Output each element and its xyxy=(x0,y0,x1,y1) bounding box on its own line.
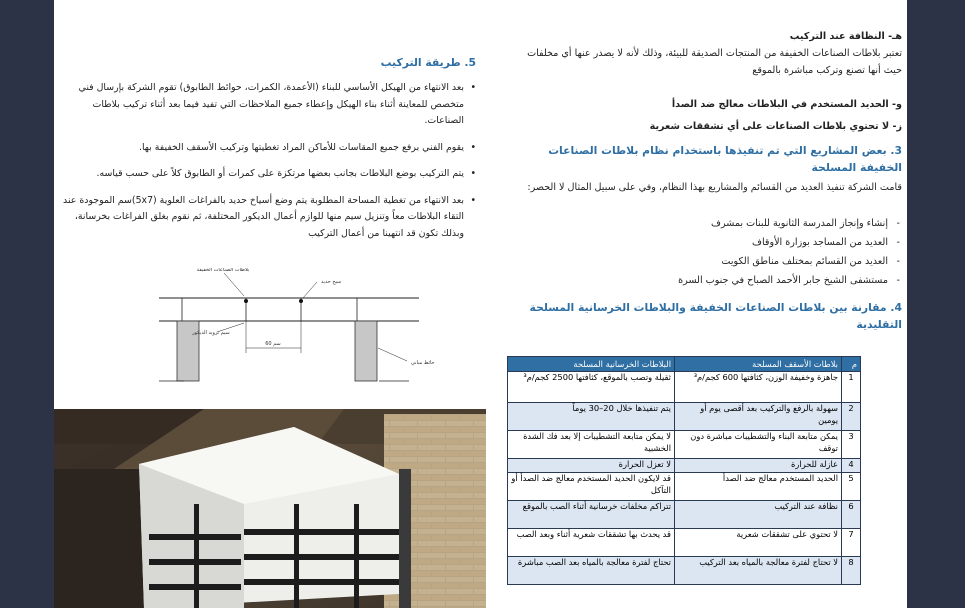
table-row xyxy=(508,459,861,473)
table-row xyxy=(508,557,861,585)
light-slab-cell: جاهزة وخفيفة الوزن، كثافتها 600 كجم/م³ xyxy=(675,372,842,403)
installation-step: • يقوم الفني برفع جميع المقاسات للأماكن المراد تغطيتها وتركيب الأسقف الخفيفة بها. xyxy=(58,140,476,157)
row-number: 1 xyxy=(842,372,861,403)
cleanliness-heading: هـ- النظافة عند التركيب xyxy=(789,31,902,42)
light-slab-cell: لا تحتاج لفترة معالجة بالمياه بعد التركيب xyxy=(675,557,842,585)
table-row xyxy=(508,431,861,459)
label-wire: سيم تزويد الديكور xyxy=(192,330,230,336)
table-header-row xyxy=(508,357,861,372)
project-item: - مستشفى الشيخ جابر الأحمد الصباح في جنوب السرة xyxy=(506,271,902,290)
concrete-slab-cell: يتم تنفيذها خلال 20–30 يوماً xyxy=(508,403,675,431)
installation-step: • يتم التركيب بوضع البلاطات بجانب بعضها مرتكزة على كمرات أو الطابوق كلاً على حسب قياسه. xyxy=(58,166,476,183)
row-number: 8 xyxy=(842,557,861,585)
projects-list xyxy=(506,214,902,290)
project-item: - العديد من القسائم بمختلف مناطق الكويت xyxy=(506,252,902,271)
comparison-table xyxy=(507,356,861,585)
table-row xyxy=(508,529,861,557)
concrete-slab-cell: لا يمكن متابعة التشطيبات إلا بعد فك الشدة الخشبية xyxy=(508,431,675,459)
col-header-number: م xyxy=(842,357,861,372)
installation-diagram xyxy=(149,268,449,388)
rust-treated-item: و- الحديد المستخدم في البلاطات معالج ضد الصدأ xyxy=(671,99,902,110)
row-number: 5 xyxy=(842,473,861,501)
col-header-concrete-slabs: البلاطات الخرسانية المسلحة xyxy=(508,357,675,372)
concrete-slab-cell: ثقيلة وتصب بالموقع، كثافتها 2500 كجم/م³ xyxy=(508,372,675,403)
label-dimension: 60 سم xyxy=(265,341,281,347)
label-wall: حائط مباني xyxy=(411,360,435,366)
cleanliness-paragraph: تعتبر بلاطات الصناعات الخفيفة من المنتجات الصديقة للبيئة، وذلك لأنه لا يصدر عنها أي مخلفات حيث أنها تصنع وتركب مباشرة بالموقع xyxy=(527,48,902,76)
light-slab-cell: الحديد المستخدم معالج ضد الصدأ xyxy=(675,473,842,501)
leader-line xyxy=(378,348,407,361)
document-page xyxy=(54,0,907,608)
table-row xyxy=(508,501,861,529)
col-header-light-slabs: بلاطات الأسقف المسلحة xyxy=(675,357,842,372)
concrete-slab-cell: قد لايكون الحديد المستخدم معالج ضد الصدأ أو التآكل xyxy=(508,473,675,501)
section-3-heading: 3. بعض المشاريع التي تم تنفيذها باستخدام نظام بلاطات الصناعات الخفيفة المسلحة xyxy=(548,144,902,174)
leader-line xyxy=(224,273,244,296)
rebar-icon xyxy=(244,299,248,303)
label-rebar: سيخ حديد xyxy=(321,279,342,285)
row-number: 6 xyxy=(842,501,861,529)
light-slab-cell: عازلة للحرارة xyxy=(675,459,842,473)
table-row xyxy=(508,473,861,501)
slabs-photo-illustration xyxy=(54,409,486,608)
project-item: - إنشاء وإنجاز المدرسة الثانوية للبنات بمشرف xyxy=(506,214,902,233)
light-slab-cell: لا تحتوي على تشققات شعرية xyxy=(675,529,842,557)
project-item: - العديد من المساجد بوزارة الأوقاف xyxy=(506,233,902,252)
rebar-icon xyxy=(299,299,303,303)
concrete-slab-cell: تتراكم مخلفات خرسانية أثناء الصب بالموقع xyxy=(508,501,675,529)
installation-step: • بعد الانتهاء من الهيكل الأساسي للبناء (الأعمدة، الكمرات، حوائط الطابوق) تقوم الشركة بإرسال فني متخصص للمعاينة أثناء بناء الهيكل وإعطاء جميع الملاحظات التي تفيد فيما بعد أثناء تركيب بلاطات الصناعات. xyxy=(58,80,476,130)
light-slab-cell: يمكن متابعة البناء والتشطيبات مباشرة دون توقف xyxy=(675,431,842,459)
concrete-slab-cell: تحتاج لفترة معالجة بالمياه بعد الصب مباشرة xyxy=(508,557,675,585)
light-slab-cell: نظافة عند التركيب xyxy=(675,501,842,529)
light-slab-cell: سهولة بالرفع والتركيب بعد أقصى يوم أو يومين xyxy=(675,403,842,431)
label-slabs: بلاطات الصناعات الخفيفة xyxy=(196,268,250,273)
installation-step: • بعد الانتهاء من تغطية المساحة المطلوبة يتم وضع أسياخ حديد بالفراغات العلوية (5x7)سم الموجودة عند التقاء البلاطات معاً وتنزيل سيم منها للوازم أعمال الديكور المختلفة، ثم نقوم بغلق الفراغات بخرسانة، وبذلك تكون قد انتهينا من أعمال التركيب xyxy=(58,193,476,243)
no-cracks-item: ز- لا تحتوي بلاطات الصناعات على أي تشققات شعرية xyxy=(649,121,902,132)
table-row xyxy=(508,403,861,431)
row-number: 3 xyxy=(842,431,861,459)
row-number: 4 xyxy=(842,459,861,473)
installation-steps xyxy=(58,80,476,252)
right-wall-column xyxy=(355,321,377,381)
section-4-heading: 4. مقارنة بين بلاطات الصناعات الخفيفة والبلاطات الخرسانية المسلحة التقليدية xyxy=(529,301,902,331)
slabs-photo xyxy=(54,409,486,608)
row-number: 7 xyxy=(842,529,861,557)
section-3-intro: قامت الشركة تنفيذ العديد من القسائم والمشاريع بهذا النظام، وفي على سبيل المثال لا الحصر: xyxy=(527,182,902,193)
section-5-heading: 5. طريقة التركيب xyxy=(380,56,476,69)
leader-line xyxy=(303,282,317,298)
concrete-slab-cell: قد يحدث بها تشققات شعرية أثناء وبعد الصب xyxy=(508,529,675,557)
row-number: 2 xyxy=(842,403,861,431)
table-row xyxy=(508,372,861,403)
concrete-slab-cell: لا تعزل الحرارة xyxy=(508,459,675,473)
